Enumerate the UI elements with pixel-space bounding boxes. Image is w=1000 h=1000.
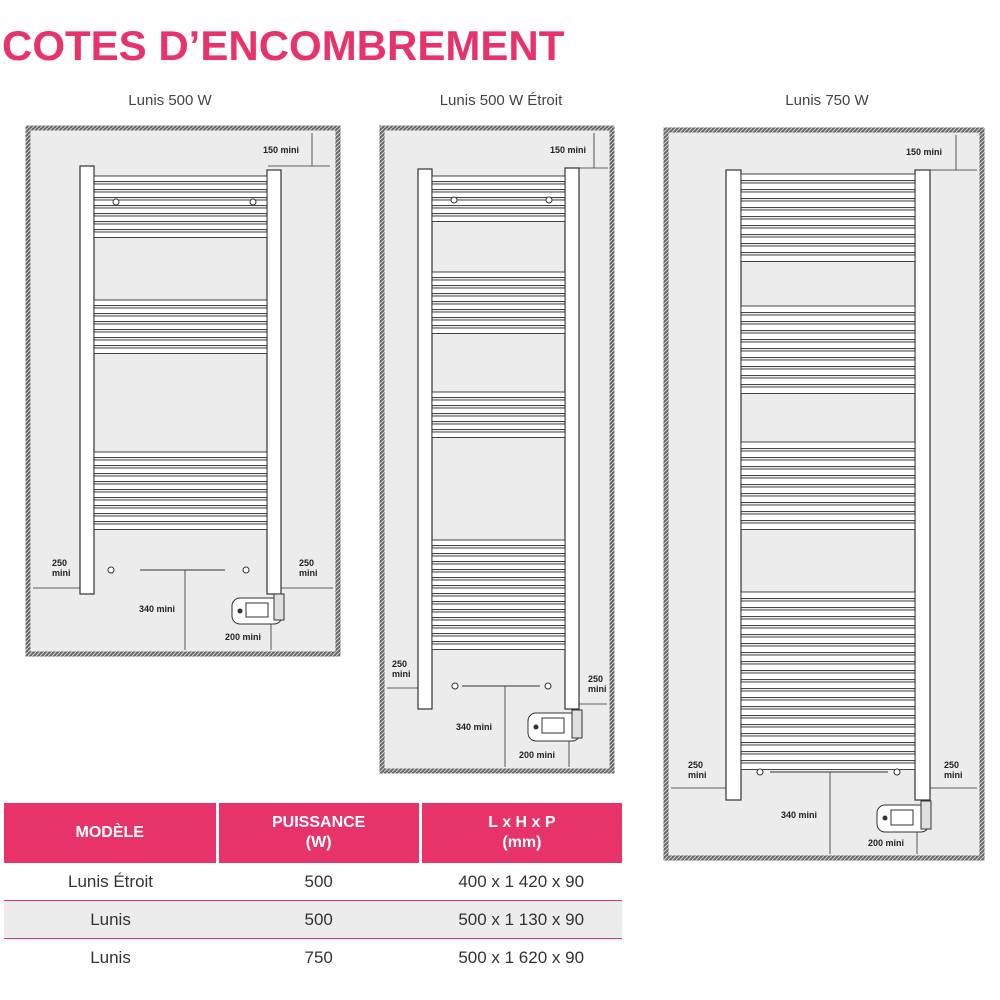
header-model: MODÈLE: [4, 803, 217, 863]
towel-bar: [741, 709, 915, 716]
towel-bar: [741, 523, 915, 530]
towel-bar: [741, 646, 915, 653]
towel-bar: [741, 333, 915, 340]
towel-bar: [432, 392, 565, 398]
towel-bar: [94, 332, 267, 338]
model-label-lunis-750: Lunis 750 W: [785, 92, 869, 109]
towel-bar: [741, 469, 915, 476]
towel-bar: [741, 369, 915, 376]
towel-bar: [741, 601, 915, 608]
dim-bottom: 200 mini: [225, 632, 262, 642]
towel-bar: [741, 442, 915, 449]
towel-bar: [94, 300, 267, 306]
towel-bar: [432, 296, 565, 302]
model-label-lunis-500: Lunis 500 W: [128, 92, 212, 109]
towel-bars: [94, 176, 267, 530]
specs-table: [4, 803, 622, 976]
towel-bar: [94, 468, 267, 474]
towel-bar: [741, 700, 915, 707]
towel-bar: [432, 280, 565, 286]
towel-bar: [432, 304, 565, 310]
dim-middle: 340 mini: [456, 722, 493, 732]
towel-bar: [741, 487, 915, 494]
towel-bar: [741, 478, 915, 485]
towel-bar: [432, 432, 565, 438]
towel-bar: [432, 564, 565, 570]
towel-rail-left-post: [80, 166, 94, 594]
towel-bar: [741, 360, 915, 367]
towel-bar: [432, 644, 565, 650]
towel-bar: [741, 682, 915, 689]
towel-bar: [432, 612, 565, 618]
dim-top: 150 mini: [263, 145, 300, 155]
towel-bar: [432, 184, 565, 190]
dim-right: 250 mini: [944, 760, 963, 780]
towel-bar: [741, 619, 915, 626]
thermostat-box: [528, 710, 582, 741]
towel-bar: [741, 592, 915, 599]
towel-bar: [741, 237, 915, 244]
towel-bar: [741, 514, 915, 521]
cell-dimensions: 500 x 1 620 x 90: [458, 947, 585, 967]
towel-bar: [94, 208, 267, 214]
wall-border: [28, 128, 338, 654]
towel-bar: [741, 460, 915, 467]
towel-bar: [741, 351, 915, 358]
towel-bar: [741, 505, 915, 512]
fixing-point: [113, 199, 119, 205]
header-dimensions: L x H x P (mm): [420, 803, 622, 863]
towel-bar: [432, 548, 565, 554]
towel-bar: [94, 340, 267, 346]
towel-bar: [741, 763, 915, 770]
dim-right: 250 mini: [299, 558, 318, 578]
towel-bar: [741, 451, 915, 458]
towel-bar: [741, 637, 915, 644]
towel-bar: [741, 610, 915, 617]
table-row: [4, 901, 622, 939]
towel-bar: [94, 524, 267, 530]
towel-bar: [741, 655, 915, 662]
towel-bar: [94, 308, 267, 314]
towel-bar: [741, 183, 915, 190]
dim-bottom: 200 mini: [519, 750, 556, 760]
dim-left: 250 mini: [52, 558, 71, 578]
fixing-point: [250, 199, 256, 205]
towel-bar: [94, 508, 267, 514]
towel-bar: [741, 228, 915, 235]
towel-bar: [741, 255, 915, 262]
towel-bar: [432, 192, 565, 198]
towel-bar: [432, 288, 565, 294]
towel-bar: [94, 176, 267, 182]
towel-bar: [741, 496, 915, 503]
towel-bar: [741, 219, 915, 226]
towel-bar: [94, 216, 267, 222]
table-row: [4, 939, 622, 977]
table-header-row: [4, 803, 622, 863]
fixing-point: [545, 683, 551, 689]
towel-bar: [94, 476, 267, 482]
diagram-lunis-750: [666, 130, 982, 858]
towel-bar: [94, 460, 267, 466]
towel-bar: [94, 324, 267, 330]
towel-bar: [94, 224, 267, 230]
towel-bar: [432, 604, 565, 610]
thermostat-box: [232, 594, 284, 624]
towel-bar: [432, 588, 565, 594]
model-label-lunis-500-etroit: Lunis 500 W Étroit: [439, 92, 563, 109]
towel-bar: [741, 664, 915, 671]
towel-bar: [741, 727, 915, 734]
towel-bar: [741, 691, 915, 698]
towel-bar: [432, 636, 565, 642]
fixing-point: [757, 769, 763, 775]
towel-bar: [432, 416, 565, 422]
header-power: PUISSANCE (W): [217, 803, 420, 863]
towel-bar: [741, 754, 915, 761]
fixing-point: [894, 769, 900, 775]
towel-rail-left-post: [418, 169, 432, 709]
fixing-point: [546, 197, 552, 203]
towel-bar: [94, 492, 267, 498]
cell-dimensions: 500 x 1 130 x 90: [420, 901, 622, 939]
dim-middle: 340 mini: [139, 604, 176, 614]
towel-bar: [432, 628, 565, 634]
towel-bar: [741, 201, 915, 208]
dim-top: 150 mini: [906, 147, 943, 157]
towel-rail-right-post: [915, 170, 930, 800]
towel-bar: [432, 176, 565, 182]
towel-bar: [432, 556, 565, 562]
towel-bar: [741, 210, 915, 217]
towel-bar: [94, 452, 267, 458]
towel-bar: [741, 315, 915, 322]
towel-bar: [741, 745, 915, 752]
towel-bar: [432, 540, 565, 546]
towel-bar: [432, 572, 565, 578]
towel-bar: [94, 484, 267, 490]
cell-model: Lunis Étroit: [4, 863, 217, 901]
towel-rail-right-post: [267, 170, 281, 594]
towel-bar: [432, 312, 565, 318]
towel-bar: [432, 328, 565, 334]
towel-bar: [432, 408, 565, 414]
towel-bar: [94, 200, 267, 206]
fixing-point: [243, 567, 249, 573]
dim-left: 250 mini: [392, 659, 411, 679]
fixing-point: [452, 683, 458, 689]
towel-bar: [432, 580, 565, 586]
towel-bar: [741, 378, 915, 385]
towel-bar: [741, 246, 915, 253]
towel-bar: [432, 208, 565, 214]
towel-bar: [432, 620, 565, 626]
dim-top: 150 mini: [550, 145, 587, 155]
towel-bar: [432, 400, 565, 406]
table-row: [4, 863, 622, 901]
towel-bar: [741, 718, 915, 725]
cell-power: 750: [304, 947, 333, 967]
towel-bar: [432, 320, 565, 326]
towel-bar: [741, 387, 915, 394]
towel-bar: [94, 192, 267, 198]
diagram-lunis-500-etroit: [382, 128, 612, 771]
towel-bar: [741, 342, 915, 349]
towel-bar: [432, 596, 565, 602]
towel-bar: [432, 424, 565, 430]
cell-model: Lunis: [90, 947, 131, 967]
towel-bar: [94, 232, 267, 238]
towel-bar: [741, 736, 915, 743]
towel-bar: [741, 306, 915, 313]
towel-bar: [741, 628, 915, 635]
towel-bar: [432, 272, 565, 278]
towel-bar: [741, 324, 915, 331]
diagram-lunis-500: [28, 128, 338, 654]
dim-left: 250 mini: [688, 760, 707, 780]
dim-middle: 340 mini: [781, 810, 818, 820]
towel-bar: [741, 192, 915, 199]
towel-bar: [94, 348, 267, 354]
towel-bar: [94, 184, 267, 190]
thermostat-box: [877, 801, 931, 832]
towel-rail-left-post: [726, 170, 741, 800]
towel-bar: [94, 516, 267, 522]
towel-bar: [94, 500, 267, 506]
cell-dimensions: 400 x 1 420 x 90: [420, 863, 622, 901]
towel-bar: [741, 174, 915, 181]
towel-bar: [741, 673, 915, 680]
page-title: COTES D’ENCOMBREMENT: [2, 22, 565, 69]
towel-rail-right-post: [565, 168, 579, 709]
cell-power: 500: [217, 863, 420, 901]
cell-model: Lunis: [4, 901, 217, 939]
fixing-point: [108, 567, 114, 573]
dim-right: 250 mini: [588, 674, 607, 694]
towel-bar: [94, 316, 267, 322]
dim-bottom: 200 mini: [868, 838, 905, 848]
cell-power: 500: [217, 901, 420, 939]
towel-bar: [432, 216, 565, 222]
fixing-point: [451, 197, 457, 203]
